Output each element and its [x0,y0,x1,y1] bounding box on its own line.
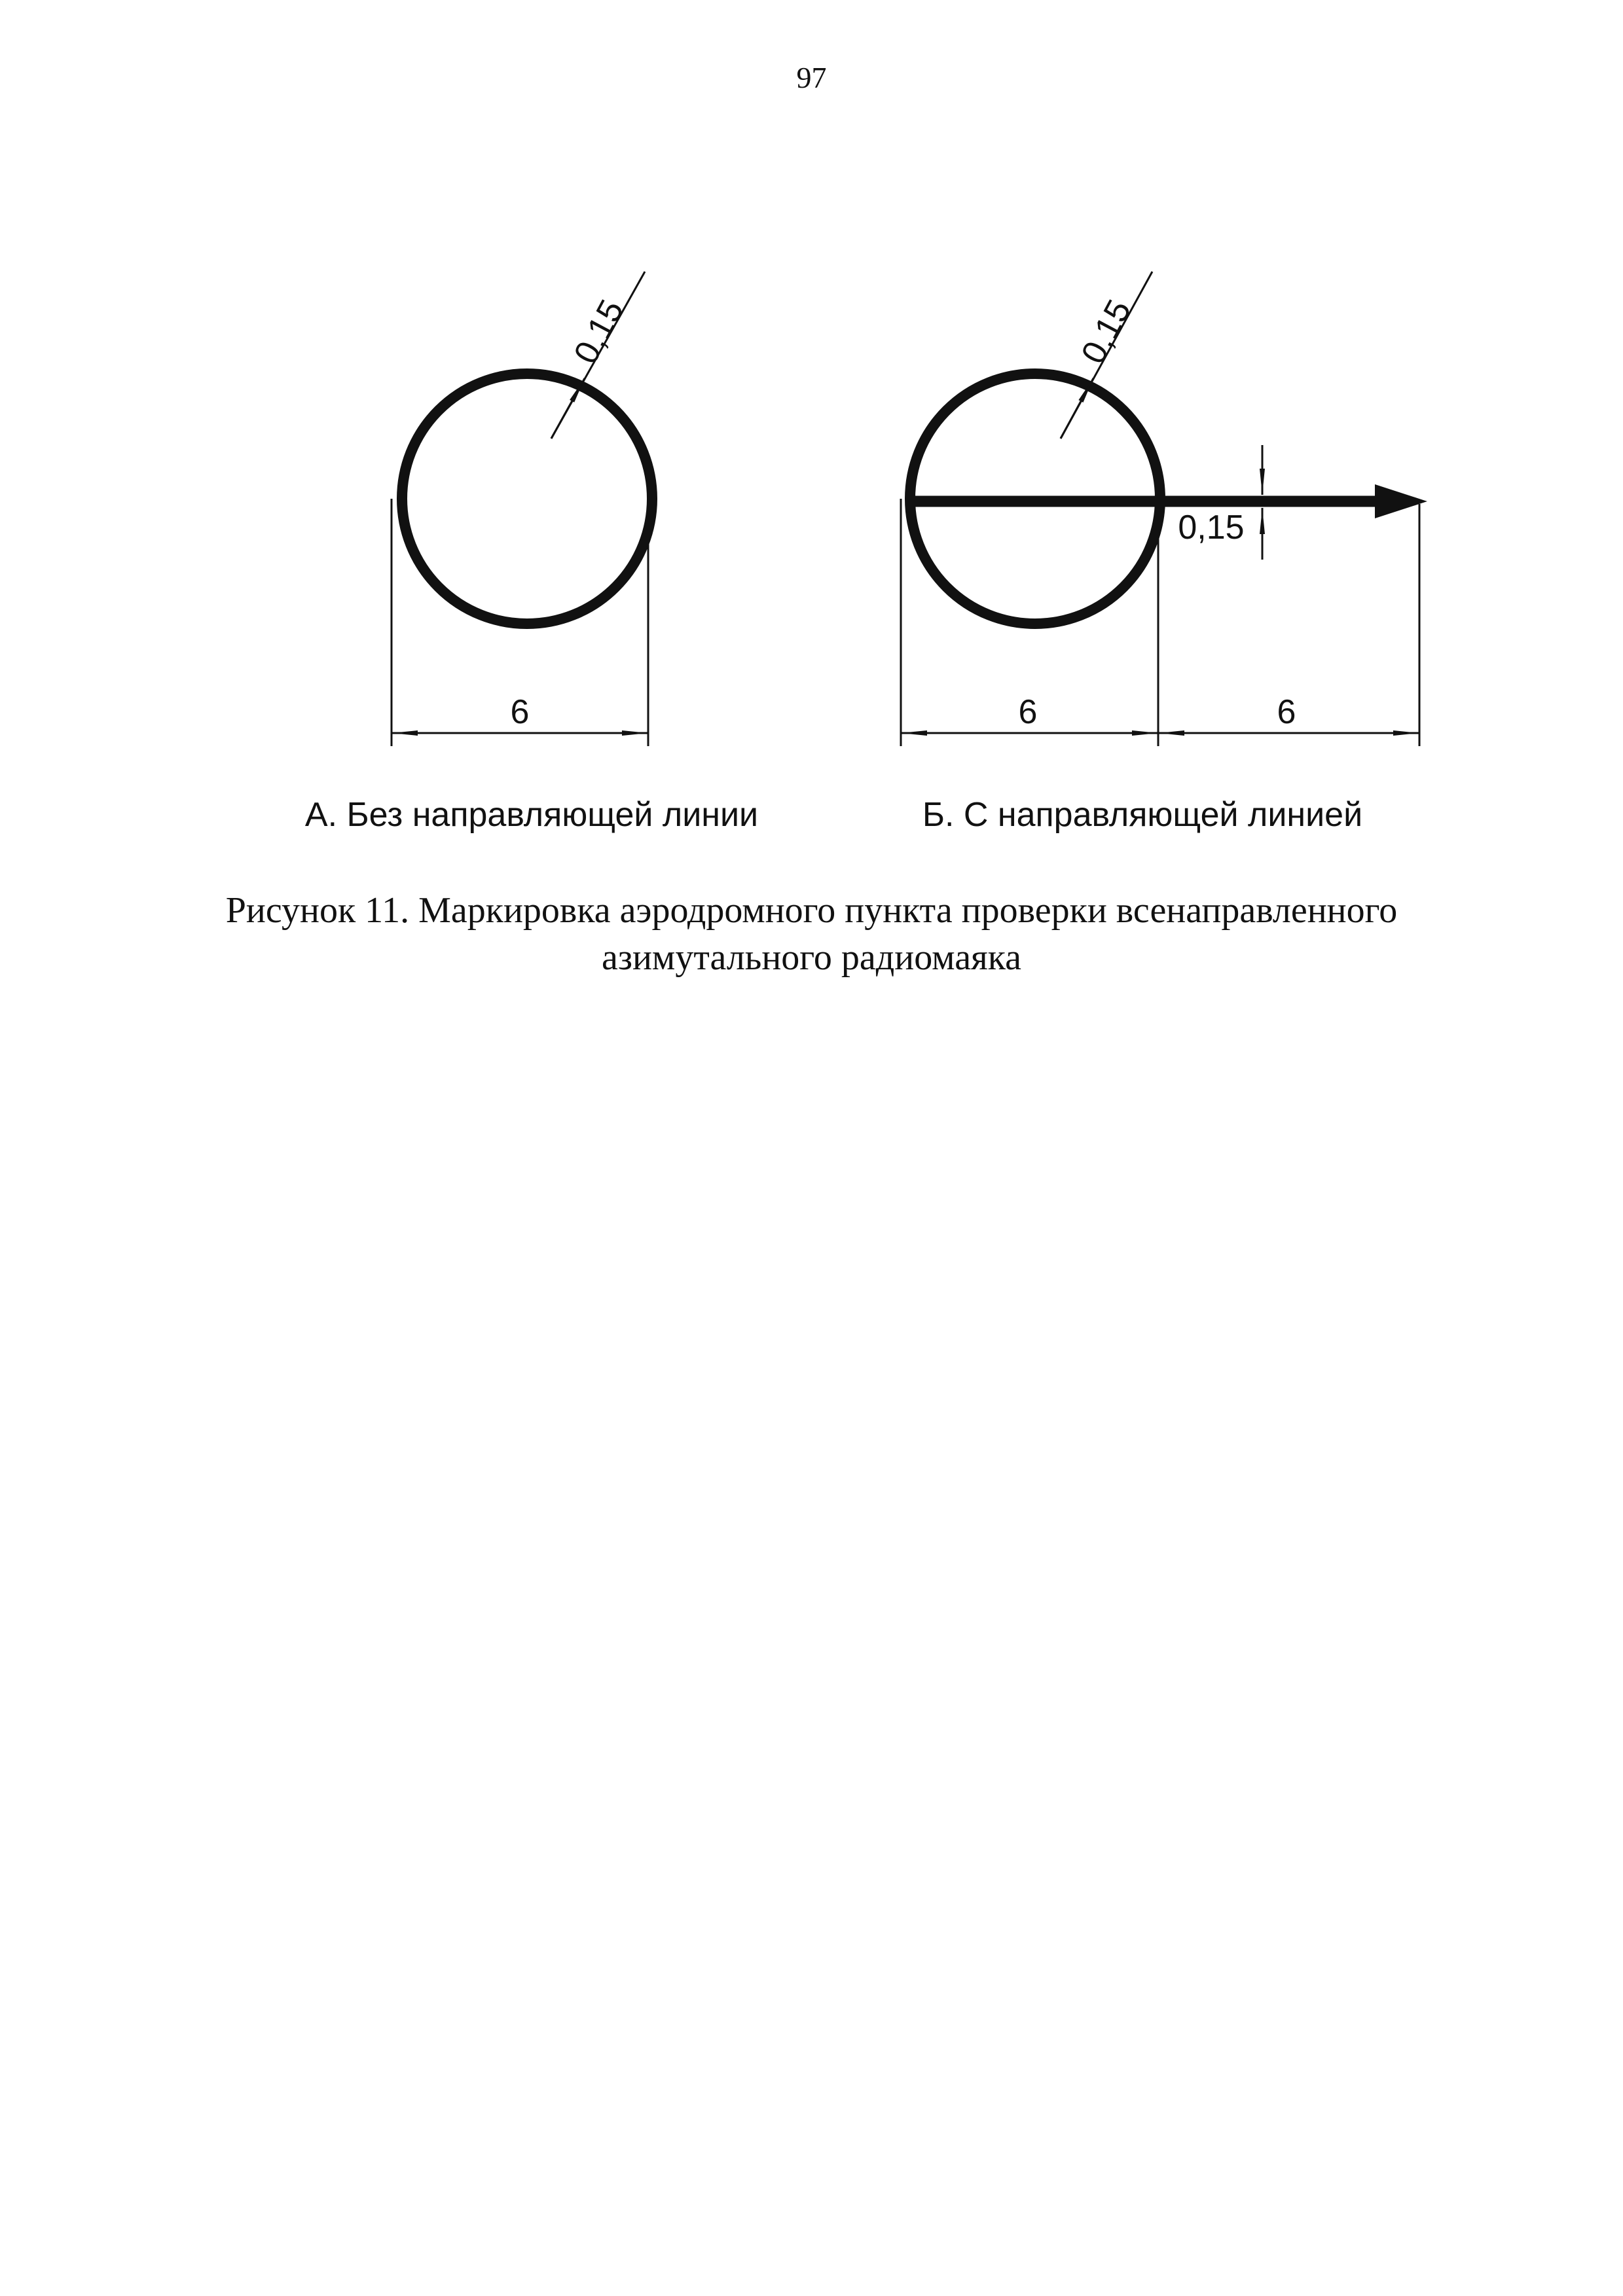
variant-b-diameter-label: 6 [1018,693,1038,731]
variant-a-thickness-arrow [551,378,585,439]
figure-caption-line2: азимутального радиомаяка [601,937,1022,978]
figure-caption [0,887,1623,981]
page-number: 97 [796,61,827,94]
variant-b-label: Б. С направляющей линией [922,796,1363,834]
variant-a-diameter-label: 6 [510,693,530,731]
figure-caption-line1: Рисунок 11. Маркировка аэродромного пункта проверки всенаправленного [225,890,1398,931]
variant-a-label: А. Без направляющей линии [304,796,759,834]
variant-a-thickness-label: 0,15 [566,293,632,370]
variant-b-length-label: 6 [1277,693,1296,731]
variant-b-line-width-label: 0,15 [1178,509,1245,547]
variant-a-drawing [305,272,758,834]
variant-a-circle [402,374,652,624]
variant-b-thickness-label: 0,15 [1074,293,1139,370]
variant-b-thickness-arrow [1061,378,1093,439]
variant-b-drawing [901,272,1427,834]
